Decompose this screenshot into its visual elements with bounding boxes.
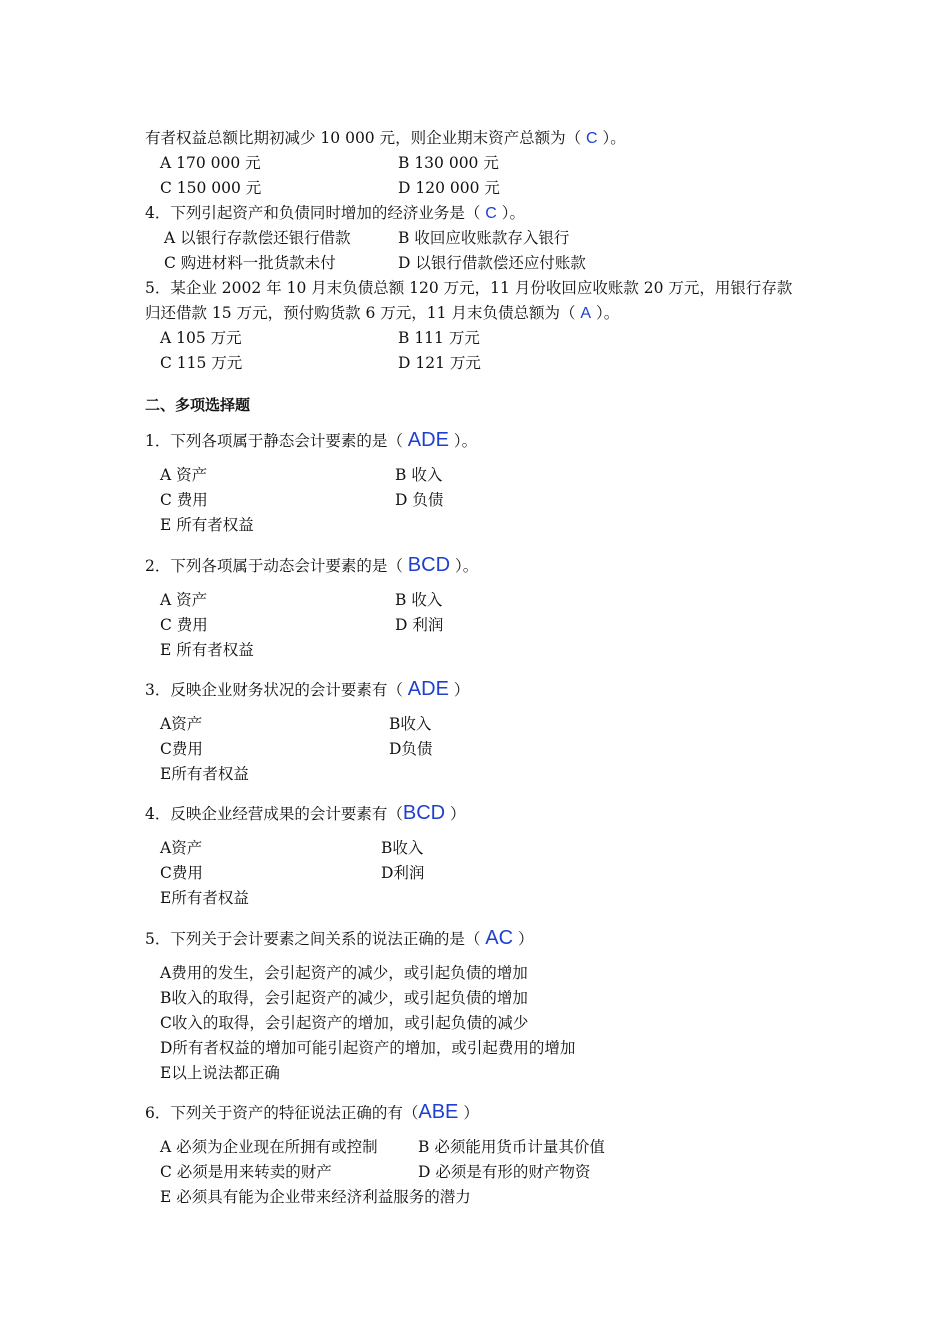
- question-text: 2．下列各项属于动态会计要素的是（: [145, 557, 408, 575]
- question-text: 4．反映企业经营成果的会计要素有（: [145, 805, 403, 823]
- option: A资产: [160, 839, 203, 857]
- question-text: 3．反映企业财务状况的会计要素有（: [145, 681, 408, 699]
- answer-mark: ADE: [407, 429, 449, 451]
- option: A费用的发生，会引起资产的减少，或引起负债的增加: [160, 964, 528, 982]
- question-text-end: ）: [445, 805, 466, 823]
- option: C费用: [160, 864, 203, 882]
- option: B 收入: [395, 591, 443, 609]
- option: D 以银行借款偿还应付账款: [398, 254, 586, 272]
- option: D负债: [389, 740, 433, 758]
- option: A 105 万元: [160, 329, 242, 347]
- question-s1-q5-line1: 5．某企业 2002 年 10 月末负债总额 120 万元，11 月份收回应收账款 20 万元，用银行存款: [145, 279, 793, 297]
- option: D 120 000 元: [398, 179, 500, 197]
- option: C 费用: [160, 491, 208, 509]
- option: A 以银行存款偿还银行借款: [164, 229, 351, 247]
- option: D 必须是有形的财产物资: [418, 1163, 591, 1181]
- option: B收入的取得，会引起资产的减少，或引起负债的增加: [160, 989, 528, 1007]
- question-text-end: ）。: [448, 432, 478, 450]
- question-text-end: ）。: [450, 557, 479, 575]
- option: D所有者权益的增加可能引起资产的增加，或引起费用的增加: [160, 1039, 576, 1057]
- question-text: 1．下列各项属于静态会计要素的是（: [145, 432, 408, 450]
- option: B 收回应收账款存入银行: [398, 229, 570, 247]
- question-text-end: ）: [448, 681, 470, 699]
- option: D 利润: [395, 616, 444, 634]
- option: D利润: [381, 864, 425, 882]
- question-s1-q4: [145, 202, 525, 225]
- question-text-end: ）: [458, 1104, 479, 1122]
- question-s2-q5: [145, 927, 534, 950]
- question-s1-q5-line2: [145, 302, 619, 325]
- option: D 负债: [395, 491, 444, 509]
- answer-mark: AC: [485, 927, 514, 949]
- option: E 所有者权益: [160, 641, 254, 659]
- option: C 必须是用来转卖的财产: [160, 1163, 332, 1181]
- question-s2-q6: [145, 1101, 479, 1124]
- answer-mark: C: [586, 130, 598, 147]
- question-s2-q2: [145, 554, 478, 577]
- option: A 资产: [160, 466, 208, 484]
- option: C收入的取得，会引起资产的增加，或引起负债的减少: [160, 1014, 529, 1032]
- option: E以上说法都正确: [160, 1064, 280, 1082]
- answer-mark: BCD: [402, 802, 446, 824]
- option: C 购进材料一批货款未付: [164, 254, 336, 272]
- answer-mark: BCD: [407, 554, 451, 576]
- option: B 111 万元: [398, 329, 480, 347]
- answer-mark: ABE: [418, 1101, 459, 1123]
- section-heading: 二、多项选择题: [145, 396, 251, 414]
- option: A 资产: [160, 591, 208, 609]
- option: C费用: [160, 740, 203, 758]
- answer-mark: ADE: [407, 678, 449, 700]
- question-s2-q3: [145, 678, 469, 701]
- answer-mark: C: [485, 205, 497, 222]
- answer-mark: A: [580, 305, 592, 322]
- option: A资产: [160, 715, 203, 733]
- question-text-end: ）。: [591, 304, 620, 322]
- option: B收入: [389, 715, 432, 733]
- option: A 170 000 元: [160, 154, 261, 172]
- option: B 必须能用货币计量其价值: [418, 1138, 605, 1156]
- option: A 必须为企业现在所拥有或控制: [160, 1138, 378, 1156]
- option: B收入: [381, 839, 424, 857]
- question-s2-q4: [145, 802, 466, 825]
- question-text: 4．下列引起资产和负债同时增加的经济业务是（: [145, 204, 486, 222]
- option: B 收入: [395, 466, 443, 484]
- question-text: 5．下列关于会计要素之间关系的说法正确的是（: [145, 930, 486, 948]
- question-text-end: ）: [513, 930, 534, 948]
- question-s1-q3: [145, 127, 626, 150]
- option: E所有者权益: [160, 889, 249, 907]
- question-text: 有者权益总额比期初减少 10 000 元，则企业期末资产总额为（: [145, 129, 587, 147]
- option: D 121 万元: [398, 354, 481, 372]
- option: C 费用: [160, 616, 208, 634]
- option: C 150 000 元: [160, 179, 262, 197]
- option: E 所有者权益: [160, 516, 254, 534]
- question-text: 归还借款 15 万元，预付购货款 6 万元，11 月末负债总额为（: [145, 304, 581, 322]
- question-text: 6．下列关于资产的特征说法正确的有（: [145, 1104, 419, 1122]
- option: B 130 000 元: [398, 154, 499, 172]
- option: C 115 万元: [160, 354, 243, 372]
- question-text-end: ）。: [597, 129, 626, 147]
- question-s2-q1: [145, 429, 477, 452]
- question-text-end: ）。: [496, 204, 526, 222]
- option: E所有者权益: [160, 765, 249, 783]
- option: E 必须具有能为企业带来经济利益服务的潜力: [160, 1188, 471, 1206]
